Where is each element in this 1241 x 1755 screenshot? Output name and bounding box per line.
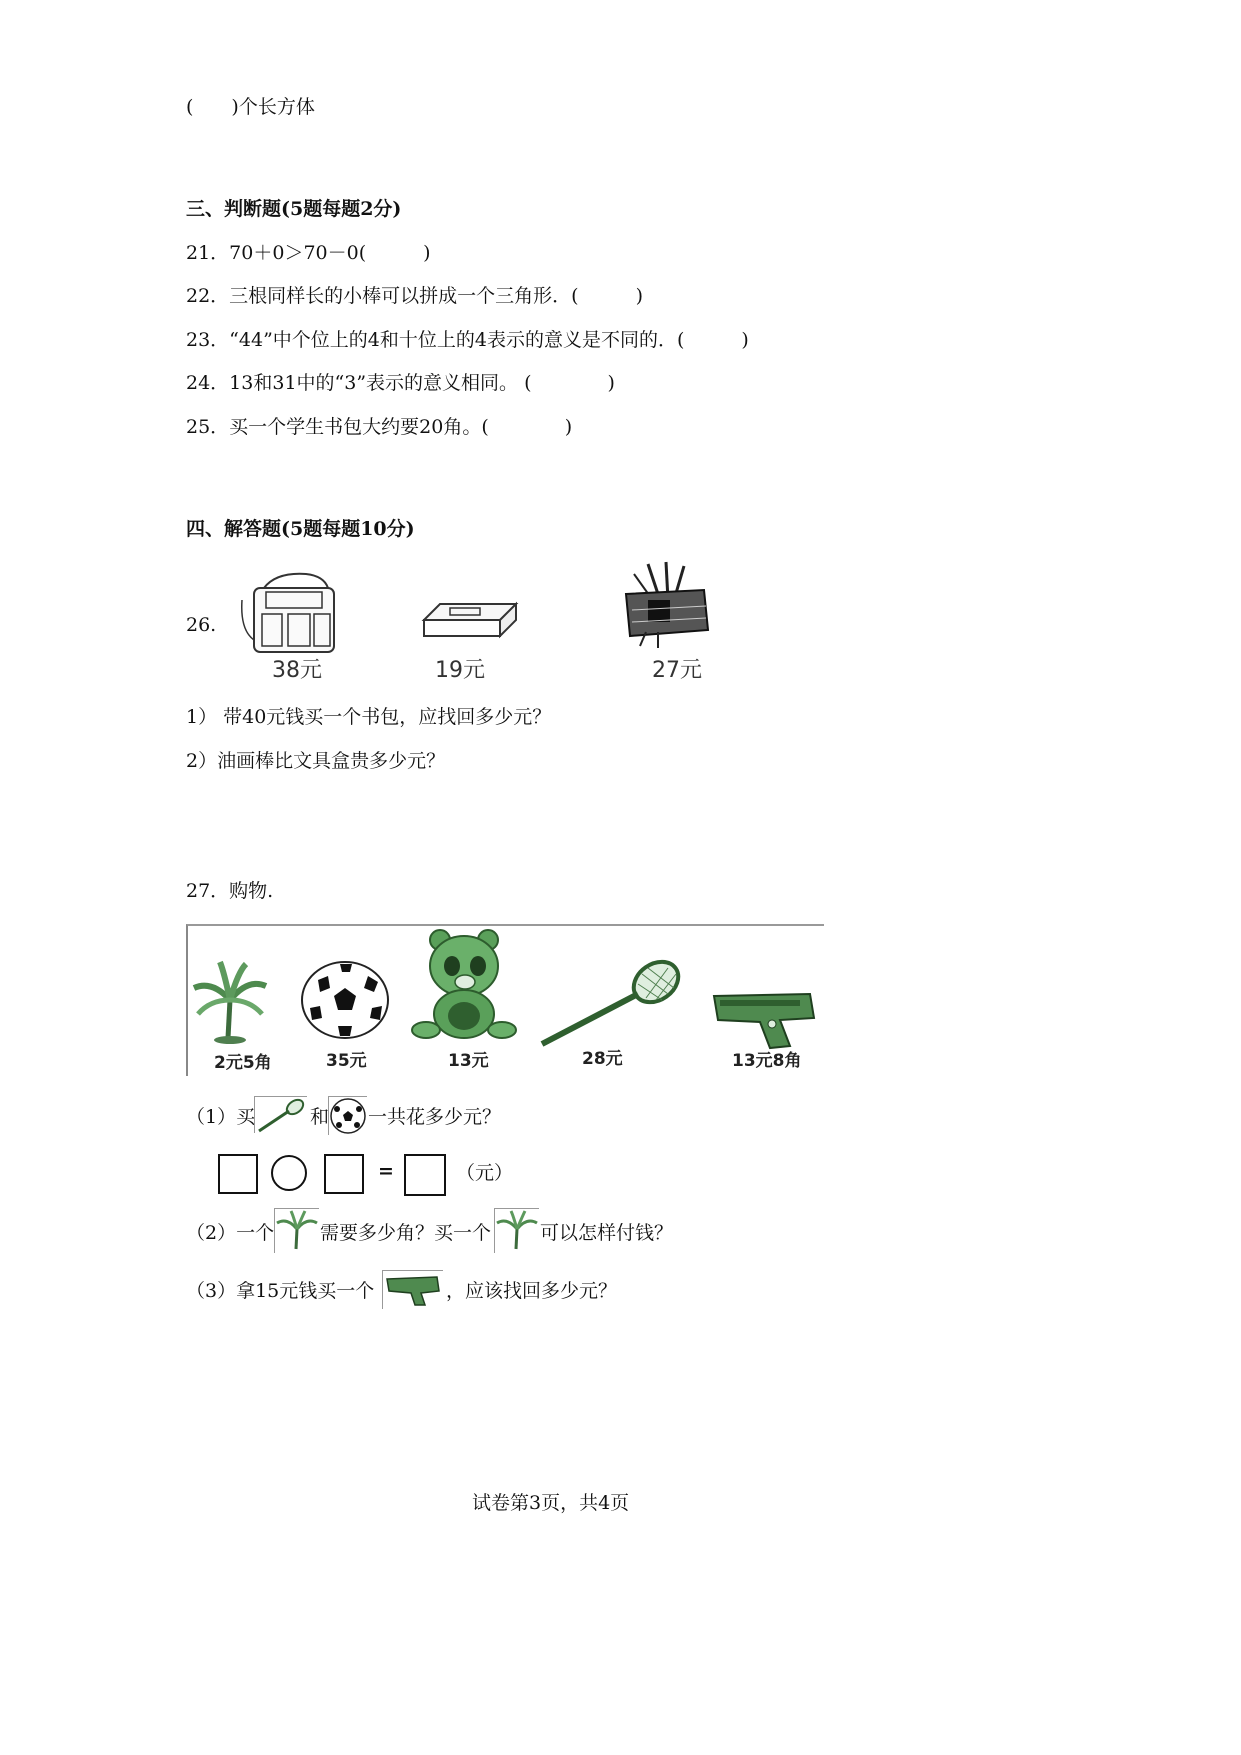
pencil-box-image — [420, 598, 520, 640]
top-line: ( )个长方体 — [186, 96, 315, 118]
toy-gun-icon — [382, 1270, 443, 1309]
plant-icon-2 — [494, 1208, 539, 1253]
question-23: 23．“44”中个位上的4和十位上的4表示的意义是不同的．( ) — [186, 329, 749, 351]
racket-icon — [254, 1096, 307, 1133]
answer-box-3[interactable] — [404, 1154, 446, 1196]
answer-box-2[interactable] — [324, 1154, 364, 1194]
oil-pastels-price: 27元 — [652, 658, 702, 683]
plant-image — [190, 960, 270, 1045]
section3-title: 三、判断题(5题每题2分) — [186, 198, 402, 220]
oil-pastels-image — [618, 560, 713, 650]
teddy-bear-price: 13元 — [448, 1051, 489, 1071]
question-24: 24．13和31中的“3”表示的意义相同。 ( ) — [186, 372, 615, 394]
question-21: 21．70＋0＞70－0( ) — [186, 242, 431, 264]
question-27-sub2-b: 需要多少角？买一个 — [320, 1222, 492, 1244]
question-27-title: 27．购物. — [186, 880, 274, 902]
question-27-sub3-b: ，应该找回多少元？ — [446, 1280, 618, 1302]
question-27-sub2-c: 可以怎样付钱？ — [540, 1222, 674, 1244]
equals-sign: = — [378, 1160, 394, 1182]
question-26-number: 26. — [186, 614, 217, 636]
section4-title: 四、解答题(5题每题10分) — [186, 518, 415, 540]
page-footer: 试卷第3页，共4页 — [472, 1492, 630, 1514]
question-27-sub3-a: （3）拿15元钱买一个 — [186, 1280, 375, 1302]
teddy-bear-image — [412, 926, 522, 1044]
plant-price: 2元5角 — [214, 1053, 272, 1073]
question-27-sub1-b: 和 — [310, 1106, 330, 1128]
racket-image — [538, 958, 688, 1048]
toy-gun-price: 13元8角 — [732, 1051, 802, 1071]
question-27-sub1-c: 一共花多少元？ — [368, 1106, 502, 1128]
soccer-ball-price: 35元 — [326, 1051, 367, 1071]
schoolbag-price: 38元 — [272, 658, 322, 683]
toy-gun-image — [710, 990, 820, 1050]
question-22: 22．三根同样长的小棒可以拼成一个三角形．( ) — [186, 285, 644, 307]
unit-label: （元） — [456, 1162, 514, 1184]
soccer-ball-image — [300, 960, 390, 1040]
question-27-sub1-a: （1）买 — [186, 1106, 256, 1128]
pencil-box-price: 19元 — [435, 658, 485, 683]
plant-icon-1 — [274, 1208, 319, 1253]
question-26-sub2: 2）油画棒比文具盒贵多少元？ — [186, 750, 446, 772]
soccer-ball-icon — [328, 1096, 367, 1135]
question-26-sub1: 1） 带40元钱买一个书包，应找回多少元？ — [186, 706, 552, 728]
schoolbag-image — [236, 570, 346, 655]
answer-box-1[interactable] — [218, 1154, 258, 1194]
racket-price: 28元 — [582, 1049, 623, 1069]
question-27-sub2-a: （2）一个 — [186, 1222, 275, 1244]
question-25: 25．买一个学生书包大约要20角。( ) — [186, 416, 573, 438]
operator-circle[interactable] — [270, 1154, 308, 1192]
